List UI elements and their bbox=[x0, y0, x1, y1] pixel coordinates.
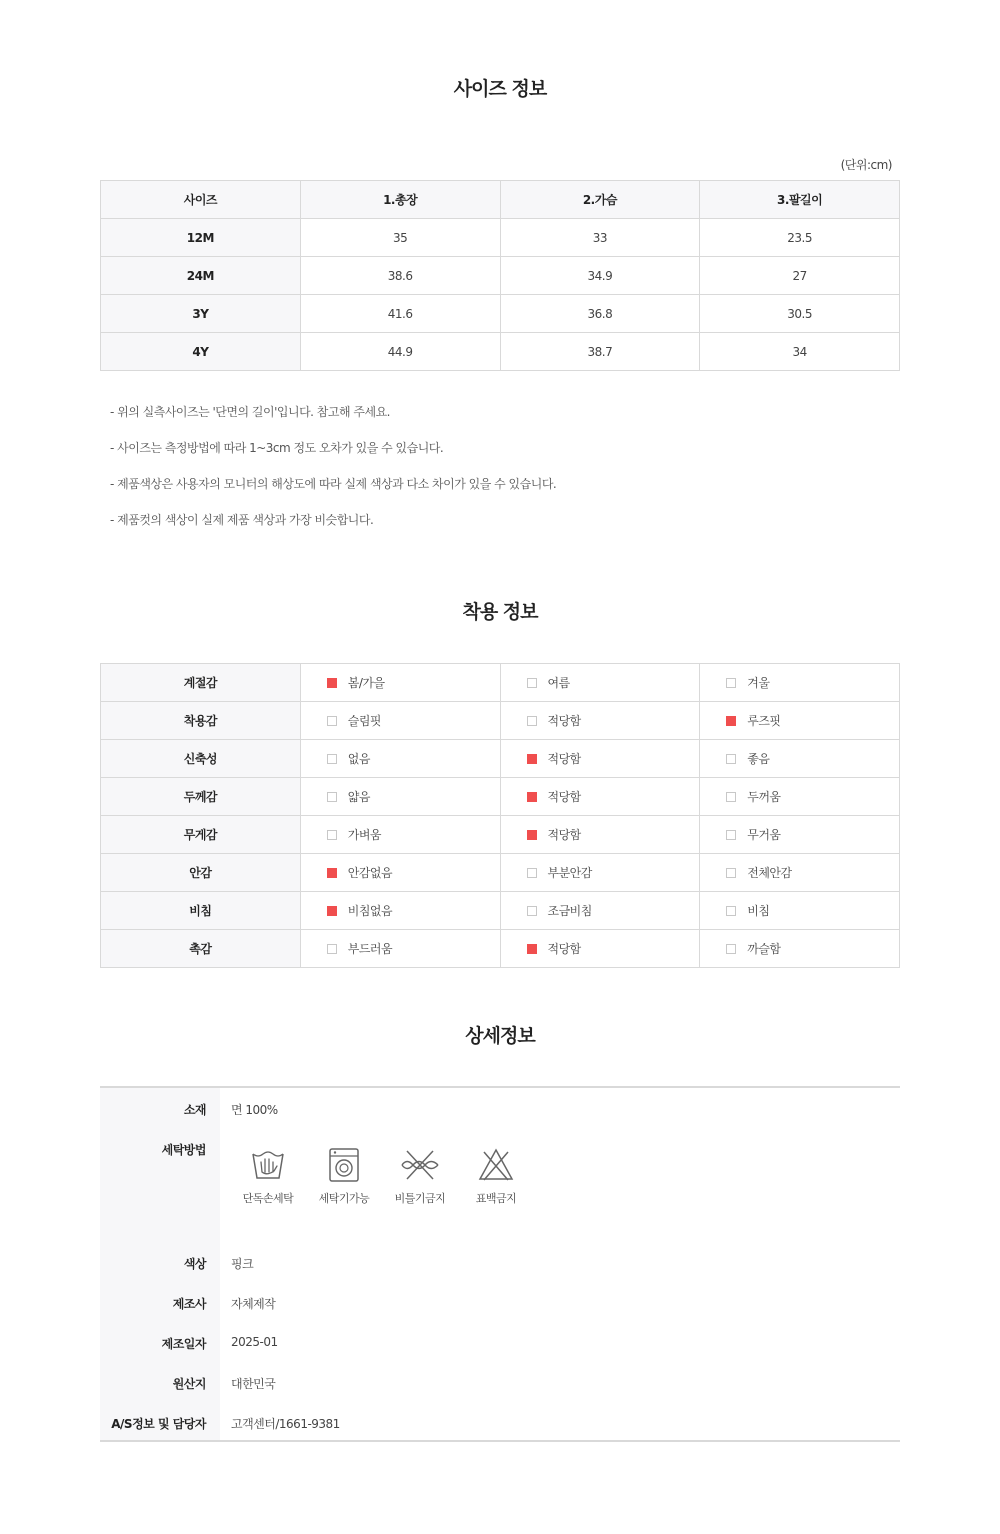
checkbox-icon bbox=[726, 754, 736, 764]
wear-option bbox=[700, 892, 899, 929]
size-cell: 24M bbox=[101, 257, 301, 295]
wear-option-cell bbox=[700, 816, 900, 854]
checkbox-icon bbox=[327, 716, 337, 726]
no-bleach-icon bbox=[478, 1148, 514, 1182]
header-total-length: 1.총장 bbox=[300, 181, 500, 219]
wash-icon-label: 세탁기가능 bbox=[318, 1192, 370, 1205]
checkbox-icon bbox=[527, 830, 537, 840]
wash-icon-item bbox=[382, 1148, 458, 1206]
unit-label: (단위:cm) bbox=[840, 158, 892, 172]
wear-option bbox=[501, 740, 700, 777]
wear-row-label: 비침 bbox=[101, 892, 301, 930]
wear-option bbox=[301, 740, 500, 777]
wear-option-cell bbox=[500, 778, 700, 816]
wear-option-cell bbox=[500, 664, 700, 702]
wear-option-cell bbox=[300, 816, 500, 854]
total-length-cell: 38.6 bbox=[300, 257, 500, 295]
wear-option-label: 적당함 bbox=[547, 714, 581, 728]
wash-icon-item bbox=[230, 1148, 306, 1206]
chest-cell: 33 bbox=[500, 219, 700, 257]
wear-option bbox=[301, 778, 500, 815]
table-row bbox=[101, 257, 900, 295]
wear-option-label: 얇음 bbox=[347, 790, 370, 804]
checkbox-icon bbox=[327, 944, 337, 954]
wear-option-label: 슬림핏 bbox=[347, 714, 382, 728]
wear-option-cell bbox=[700, 778, 900, 816]
maker-label: 제조사 bbox=[172, 1297, 206, 1311]
wear-option-cell bbox=[700, 854, 900, 892]
size-table-header bbox=[101, 181, 900, 219]
wear-option bbox=[700, 816, 899, 853]
origin-label: 원산지 bbox=[172, 1377, 206, 1391]
wash-icon-item bbox=[306, 1148, 382, 1206]
total-length-cell: 41.6 bbox=[300, 295, 500, 333]
checkbox-icon bbox=[726, 830, 736, 840]
note-item: - 위의 실측사이즈는 '단면의 길이'입니다. 참고해 주세요. bbox=[110, 405, 390, 419]
wash-icons bbox=[230, 1148, 534, 1206]
wear-option-cell bbox=[300, 664, 500, 702]
chest-cell: 36.8 bbox=[500, 295, 700, 333]
wear-option bbox=[501, 892, 700, 929]
header-sleeve: 3.팔길이 bbox=[700, 181, 900, 219]
detail-info-title: 상세정보 bbox=[465, 1025, 535, 1047]
checkbox-icon bbox=[527, 716, 537, 726]
wear-option-cell bbox=[500, 892, 700, 930]
origin-value: 대한민국 bbox=[231, 1377, 276, 1391]
size-info-title: 사이즈 정보 bbox=[453, 78, 547, 100]
wash-icon-label: 단독손세탁 bbox=[242, 1192, 294, 1205]
checkbox-icon bbox=[327, 906, 337, 916]
wear-option-cell bbox=[700, 740, 900, 778]
size-cell: 3Y bbox=[101, 295, 301, 333]
total-length-cell: 44.9 bbox=[300, 333, 500, 371]
wear-option-cell bbox=[500, 702, 700, 740]
wear-option-cell bbox=[700, 930, 900, 968]
wear-option-label: 겨울 bbox=[747, 676, 770, 690]
sleeve-cell: 34 bbox=[700, 333, 900, 371]
as-value: 고객센터/1661-9381 bbox=[231, 1417, 340, 1431]
wear-option-cell bbox=[300, 854, 500, 892]
as-label: A/S정보 및 담당자 bbox=[111, 1417, 206, 1431]
wear-option bbox=[301, 930, 500, 967]
wear-option-cell bbox=[300, 740, 500, 778]
no-wring-icon bbox=[399, 1148, 441, 1182]
checkbox-icon bbox=[527, 868, 537, 878]
wash-icon-label: 표백금지 bbox=[475, 1192, 517, 1205]
wear-option bbox=[501, 664, 700, 701]
table-row bbox=[101, 702, 900, 740]
sleeve-cell: 23.5 bbox=[700, 219, 900, 257]
total-length-cell: 35 bbox=[300, 219, 500, 257]
wear-table bbox=[100, 663, 900, 968]
hand-wash-icon bbox=[250, 1148, 286, 1182]
wear-option-label: 부드러움 bbox=[347, 942, 393, 956]
wear-option bbox=[501, 930, 700, 967]
wear-option-label: 전체안감 bbox=[747, 866, 792, 880]
table-row bbox=[101, 930, 900, 968]
table-row bbox=[101, 816, 900, 854]
wear-option-label: 여름 bbox=[547, 676, 570, 690]
checkbox-icon bbox=[726, 678, 736, 688]
wear-option-label: 비침없음 bbox=[347, 904, 393, 918]
chest-cell: 38.7 bbox=[500, 333, 700, 371]
wear-option bbox=[301, 892, 500, 929]
wear-option-cell bbox=[300, 930, 500, 968]
wear-option bbox=[501, 854, 700, 891]
wear-option-label: 두꺼움 bbox=[747, 790, 781, 804]
maker-value: 자체제작 bbox=[231, 1297, 276, 1311]
wear-option-label: 안감없음 bbox=[347, 866, 393, 880]
wear-option-label: 부분안감 bbox=[547, 866, 592, 880]
wear-option bbox=[301, 664, 500, 701]
checkbox-icon bbox=[327, 792, 337, 802]
note-item: - 제품컷의 색상이 실제 제품 색상과 가장 비슷합니다. bbox=[110, 513, 374, 527]
checkbox-icon bbox=[726, 716, 736, 726]
wear-row-label: 계절감 bbox=[101, 664, 301, 702]
wear-option bbox=[301, 854, 500, 891]
wear-option-label: 적당함 bbox=[547, 828, 581, 842]
wash-icon-label: 비틀기금지 bbox=[394, 1192, 446, 1205]
chest-cell: 34.9 bbox=[500, 257, 700, 295]
wear-option bbox=[700, 778, 899, 815]
wear-option-cell bbox=[700, 702, 900, 740]
wear-option-label: 좋음 bbox=[747, 752, 770, 766]
wear-row-label: 두께감 bbox=[101, 778, 301, 816]
wear-option-label: 적당함 bbox=[547, 752, 581, 766]
checkbox-icon bbox=[726, 906, 736, 916]
wear-option-cell bbox=[300, 892, 500, 930]
wear-row-label: 무게감 bbox=[101, 816, 301, 854]
wear-option-cell bbox=[700, 664, 900, 702]
wear-option bbox=[700, 854, 899, 891]
date-label: 제조일자 bbox=[161, 1337, 206, 1351]
wear-option bbox=[700, 740, 899, 777]
checkbox-icon bbox=[327, 868, 337, 878]
wear-option bbox=[501, 778, 700, 815]
checkbox-icon bbox=[527, 792, 537, 802]
wear-row-label: 신축성 bbox=[101, 740, 301, 778]
wear-option-cell bbox=[300, 702, 500, 740]
header-chest: 2.가슴 bbox=[500, 181, 700, 219]
wear-option-label: 적당함 bbox=[547, 942, 581, 956]
table-row bbox=[101, 664, 900, 702]
detail-table bbox=[100, 1086, 900, 1442]
sleeve-cell: 30.5 bbox=[700, 295, 900, 333]
size-table bbox=[100, 180, 900, 371]
checkbox-icon bbox=[527, 754, 537, 764]
wear-option bbox=[700, 702, 899, 739]
checkbox-icon bbox=[726, 868, 736, 878]
wear-option-label: 비침 bbox=[747, 904, 770, 918]
sleeve-cell: 27 bbox=[700, 257, 900, 295]
color-value: 핑크 bbox=[231, 1257, 254, 1271]
wear-option-cell bbox=[300, 778, 500, 816]
wear-option-label: 없음 bbox=[347, 752, 370, 766]
wear-option bbox=[700, 664, 899, 701]
checkbox-icon bbox=[527, 906, 537, 916]
wear-option-cell bbox=[700, 892, 900, 930]
wear-option-label: 가벼움 bbox=[347, 828, 382, 842]
material-value: 면 100% bbox=[231, 1103, 278, 1117]
note-item: - 제품색상은 사용자의 모니터의 해상도에 따라 실제 색상과 다소 차이가 있을 수 있습니다. bbox=[110, 477, 557, 491]
checkbox-icon bbox=[527, 678, 537, 688]
material-label: 소재 bbox=[183, 1103, 206, 1117]
size-cell: 4Y bbox=[101, 333, 301, 371]
checkbox-icon bbox=[327, 678, 337, 688]
wear-option-label: 루즈핏 bbox=[747, 714, 781, 728]
wear-option bbox=[501, 816, 700, 853]
wear-row-label: 촉감 bbox=[101, 930, 301, 968]
washing-machine-icon bbox=[326, 1148, 362, 1182]
color-label: 색상 bbox=[183, 1257, 206, 1271]
wear-option-cell bbox=[500, 816, 700, 854]
wear-option bbox=[700, 930, 899, 967]
wear-option bbox=[301, 816, 500, 853]
wear-row-label: 안감 bbox=[101, 854, 301, 892]
wear-row-label: 착용감 bbox=[101, 702, 301, 740]
table-row bbox=[101, 778, 900, 816]
wear-info-title: 착용 정보 bbox=[462, 601, 538, 623]
wear-option-label: 봄/가을 bbox=[347, 676, 385, 690]
table-row bbox=[101, 892, 900, 930]
note-item: - 사이즈는 측정방법에 따라 1~3cm 정도 오차가 있을 수 있습니다. bbox=[110, 441, 444, 455]
wear-option-cell bbox=[500, 854, 700, 892]
wear-option-cell bbox=[500, 740, 700, 778]
header-size: 사이즈 bbox=[101, 181, 301, 219]
table-row bbox=[101, 295, 900, 333]
wear-option-label: 조금비침 bbox=[547, 904, 592, 918]
checkbox-icon bbox=[726, 792, 736, 802]
checkbox-icon bbox=[327, 754, 337, 764]
wash-label: 세탁방법 bbox=[161, 1143, 206, 1157]
table-row bbox=[101, 740, 900, 778]
wash-icon-item bbox=[458, 1148, 534, 1206]
wear-option-label: 적당함 bbox=[547, 790, 581, 804]
wear-option-label: 까슬함 bbox=[747, 942, 781, 956]
table-row bbox=[101, 219, 900, 257]
wear-option bbox=[501, 702, 700, 739]
checkbox-icon bbox=[327, 830, 337, 840]
wear-option-label: 무거움 bbox=[747, 828, 781, 842]
checkbox-icon bbox=[726, 944, 736, 954]
table-row bbox=[101, 333, 900, 371]
wear-option-cell bbox=[500, 930, 700, 968]
checkbox-icon bbox=[527, 944, 537, 954]
size-cell: 12M bbox=[101, 219, 301, 257]
size-notes bbox=[110, 403, 556, 547]
table-row bbox=[101, 854, 900, 892]
date-value: 2025-01 bbox=[231, 1335, 278, 1349]
wear-option bbox=[301, 702, 500, 739]
